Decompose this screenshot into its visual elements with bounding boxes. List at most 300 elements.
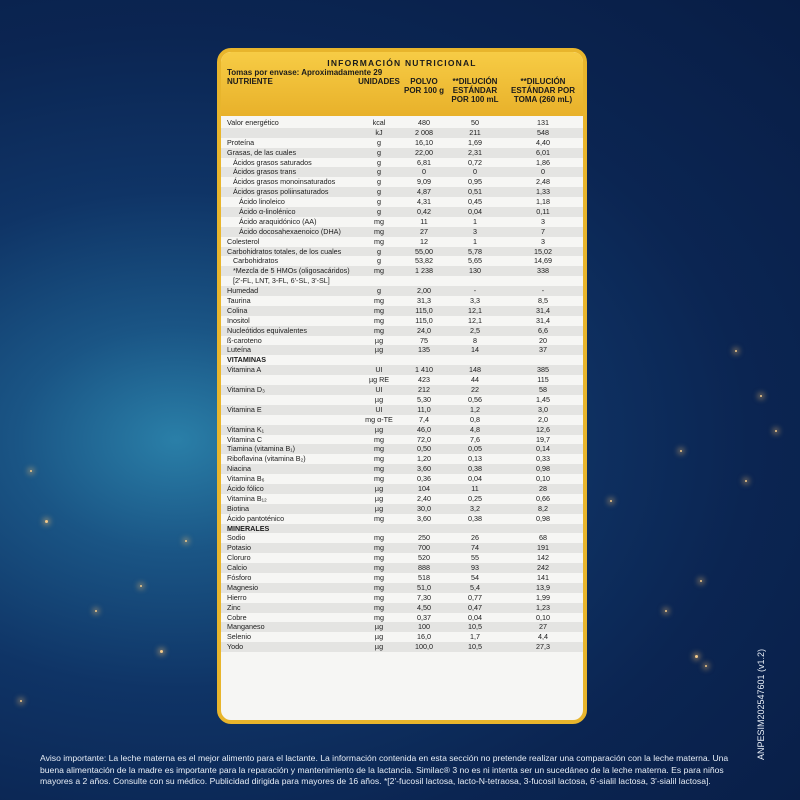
disclaimer-text: Aviso importante: La leche materna es el mejor alimento para el lactante. La información contenida en esta sección no pretende realizar una comparación con la leche materna. Una buena alimentación de la madre es importante para la reparación y mantenimiento de la lactancia. Similac® 3 no es ni intenta ser un sucedáneo de la leche materna. Es para niños mayores a 2 años. Consulte con su médico. Publicidad dirigida para mayores de 16 años. *[2'-fucosil lactosa, lacto-N-tetraosa, 3-fucosil lactosa, 6'-sialil lactosa, 3'-sialil lactosa]. bbox=[40, 753, 729, 786]
nutrient-cell: Taurina bbox=[227, 296, 251, 306]
servings-text: Tomas por envase: Aproximadamente 29 bbox=[227, 68, 383, 77]
unit-cell: µg bbox=[374, 632, 384, 642]
dilution-cell: 0,45 bbox=[468, 197, 482, 207]
panel-header bbox=[221, 52, 583, 116]
table-row bbox=[221, 237, 583, 247]
nutrient-cell: MINERALES bbox=[227, 523, 270, 533]
powder-cell: 700 bbox=[418, 543, 430, 553]
dilution-cell: 2,31 bbox=[468, 147, 482, 157]
nutrient-cell: Yodo bbox=[227, 642, 244, 652]
powder-cell: 6,81 bbox=[417, 157, 431, 167]
dilution-cell: 4,8 bbox=[470, 424, 480, 434]
nutrient-cell: Vitamina A bbox=[227, 365, 262, 375]
star-dot bbox=[140, 585, 142, 587]
table-row bbox=[221, 504, 583, 514]
nutrient-cell: Hierro bbox=[227, 592, 247, 602]
unit-cell: µg bbox=[374, 493, 384, 503]
dilution-cell: 0,47 bbox=[468, 602, 482, 612]
powder-cell: 888 bbox=[418, 563, 430, 573]
serving-cell: 0,98 bbox=[536, 464, 550, 474]
serving-cell: 68 bbox=[539, 533, 547, 543]
serving-cell: 338 bbox=[537, 266, 549, 276]
powder-cell: 104 bbox=[418, 483, 430, 493]
table-row bbox=[221, 494, 583, 504]
table-row bbox=[221, 266, 583, 276]
serving-cell: 58 bbox=[539, 385, 547, 395]
serving-cell: 548 bbox=[537, 127, 549, 137]
powder-cell: 31,3 bbox=[417, 296, 431, 306]
nutrient-cell: Zinc bbox=[227, 602, 241, 612]
unit-cell: mg bbox=[374, 226, 384, 236]
powder-cell: 1 410 bbox=[415, 365, 433, 375]
dilution-cell: 148 bbox=[469, 365, 481, 375]
table-row bbox=[221, 395, 583, 405]
nutrient-cell: ß-caroteno bbox=[227, 335, 262, 345]
serving-cell: 1,18 bbox=[536, 197, 550, 207]
table-row bbox=[221, 573, 583, 583]
unit-cell: µg RE bbox=[368, 375, 390, 385]
powder-cell: 0,50 bbox=[417, 444, 431, 454]
unit-cell: mg bbox=[374, 315, 384, 325]
unit-cell: g bbox=[377, 286, 381, 296]
table-row bbox=[221, 435, 583, 445]
powder-cell: 1,20 bbox=[417, 454, 431, 464]
star-dot bbox=[610, 500, 612, 502]
unit-cell: µg bbox=[374, 642, 384, 652]
nutrient-cell: Grasas, de las cuales bbox=[227, 147, 297, 157]
dilution-cell: 130 bbox=[469, 266, 481, 276]
powder-cell: 51,0 bbox=[417, 582, 431, 592]
serving-cell: 28 bbox=[539, 483, 547, 493]
nutrient-cell: Ácido araquidónico (AA) bbox=[227, 216, 317, 226]
document-code: ANPESIM202547601 (v1.2) bbox=[756, 648, 766, 760]
dilution-cell: 0,51 bbox=[468, 187, 482, 197]
serving-cell: 27,3 bbox=[536, 642, 550, 652]
unit-cell: mg bbox=[374, 572, 384, 582]
unit-cell: µg bbox=[374, 424, 384, 434]
powder-cell: 115,0 bbox=[415, 305, 433, 315]
powder-cell: 212 bbox=[418, 385, 430, 395]
dilution-cell: 10,5 bbox=[468, 642, 482, 652]
serving-cell: 12,6 bbox=[536, 424, 550, 434]
serving-cell: 0,98 bbox=[536, 513, 550, 523]
dilution-cell: 3,3 bbox=[470, 296, 480, 306]
table-row bbox=[221, 474, 583, 484]
nutrient-cell: Vitamina C bbox=[227, 434, 263, 444]
powder-cell: 4,31 bbox=[417, 197, 431, 207]
unit-cell: mg bbox=[374, 296, 384, 306]
unit-cell: mg bbox=[374, 592, 384, 602]
dilution-cell: 74 bbox=[471, 543, 479, 553]
serving-cell: 31,4 bbox=[536, 305, 550, 315]
nutrient-cell: Humedad bbox=[227, 286, 259, 296]
table-row bbox=[221, 613, 583, 623]
nutrient-cell: VITAMINAS bbox=[227, 355, 266, 365]
table-row bbox=[221, 286, 583, 296]
unit-cell: mg bbox=[374, 602, 384, 612]
serving-cell: 0,10 bbox=[536, 612, 550, 622]
unit-cell: µg bbox=[374, 394, 384, 404]
nutrient-cell: Selenio bbox=[227, 632, 251, 642]
dilution-cell: 55 bbox=[471, 553, 479, 563]
dilution-cell: 10,5 bbox=[468, 622, 482, 632]
dilution-cell: 54 bbox=[471, 572, 479, 582]
serving-cell: 3 bbox=[541, 216, 545, 226]
table-row bbox=[221, 543, 583, 553]
serving-cell: 0 bbox=[541, 167, 545, 177]
nutrient-cell: Cobre bbox=[227, 612, 247, 622]
powder-cell: 55,00 bbox=[415, 246, 433, 256]
serving-cell: 1,86 bbox=[536, 157, 550, 167]
nutrient-cell: Valor energético bbox=[227, 118, 279, 127]
table-row bbox=[221, 207, 583, 217]
serving-cell: 191 bbox=[537, 543, 549, 553]
dilution-cell: 0,56 bbox=[468, 394, 482, 404]
dilution-cell: 5,78 bbox=[468, 246, 482, 256]
dilution-cell: 22 bbox=[471, 385, 479, 395]
serving-cell: 15,02 bbox=[534, 246, 552, 256]
unit-cell: mg bbox=[374, 216, 384, 226]
unit-cell: g bbox=[377, 147, 381, 157]
nutrient-cell: Vitamina K₁ bbox=[227, 424, 265, 434]
serving-cell: 27 bbox=[539, 622, 547, 632]
dilution-cell: 0,95 bbox=[468, 177, 482, 187]
powder-cell: 30,0 bbox=[417, 503, 431, 513]
unit-cell: mg bbox=[374, 612, 384, 622]
unit-cell: mg bbox=[374, 563, 384, 573]
nutrient-cell: Calcio bbox=[227, 563, 247, 573]
dilution-cell: 0,04 bbox=[468, 612, 482, 622]
serving-cell: 385 bbox=[537, 365, 549, 375]
nutrient-cell: Ácidos grasos poliinsaturados bbox=[227, 187, 329, 197]
star-dot bbox=[30, 470, 32, 472]
serving-cell: 31,4 bbox=[536, 315, 550, 325]
serving-cell: 142 bbox=[537, 553, 549, 563]
dilution-cell: 7,6 bbox=[470, 434, 480, 444]
unit-cell: mg bbox=[374, 236, 384, 246]
unit-cell: µg bbox=[374, 503, 384, 513]
nutrient-cell: Manganeso bbox=[227, 622, 265, 632]
unit-cell: g bbox=[377, 177, 381, 187]
nutrient-cell: Cloruro bbox=[227, 553, 251, 563]
nutrient-cell: Ácidos grasos monoinsaturados bbox=[227, 177, 336, 187]
table-row bbox=[221, 642, 583, 652]
serving-cell: 14,69 bbox=[534, 256, 552, 266]
star-dot bbox=[185, 540, 187, 542]
powder-cell: 100,0 bbox=[415, 642, 433, 652]
nutrient-cell: *Mezcla de 5 HMOs (oligosacáridos) bbox=[227, 266, 350, 276]
serving-cell: 0,10 bbox=[536, 474, 550, 484]
dilution-cell: 93 bbox=[471, 563, 479, 573]
dilution-cell: 0,04 bbox=[468, 207, 482, 217]
serving-cell: 7 bbox=[541, 226, 545, 236]
table-row bbox=[221, 167, 583, 177]
dilution-cell: 1 bbox=[473, 216, 477, 226]
dilution-cell: 5,65 bbox=[468, 256, 482, 266]
panel-title: INFORMACIÓN NUTRICIONAL bbox=[327, 58, 477, 68]
serving-cell: 20 bbox=[539, 335, 547, 345]
dilution-cell: 3 bbox=[473, 226, 477, 236]
nutrient-cell: Nucleótidos equivalentes bbox=[227, 325, 307, 335]
powder-cell: 24,0 bbox=[417, 325, 431, 335]
nutrient-cell: Ácidos grasos trans bbox=[227, 167, 297, 177]
unit-cell: g bbox=[377, 246, 381, 256]
serving-cell: 19,7 bbox=[536, 434, 550, 444]
serving-cell: 2,0 bbox=[538, 414, 548, 424]
powder-cell: 0,37 bbox=[417, 612, 431, 622]
powder-cell: 7,4 bbox=[419, 414, 429, 424]
unit-cell: µg bbox=[374, 483, 384, 493]
nutrient-cell: [2'-FL, LNT, 3-FL, 6'-SL, 3'-SL] bbox=[227, 276, 330, 286]
nutrient-cell: Tiamina (vitamina B₁) bbox=[227, 444, 296, 454]
nutrient-cell: Luteína bbox=[227, 345, 251, 355]
dilution-cell: 0,38 bbox=[468, 513, 482, 523]
serving-cell: 0,14 bbox=[536, 444, 550, 454]
serving-cell: 0,33 bbox=[536, 454, 550, 464]
nutrient-cell: Fósforo bbox=[227, 572, 252, 582]
table-row bbox=[221, 563, 583, 573]
unit-cell: mg bbox=[374, 464, 384, 474]
dilution-cell: 0,8 bbox=[470, 414, 480, 424]
serving-cell: 131 bbox=[537, 118, 549, 127]
nutrient-cell: Riboflavina (vitamina B₂) bbox=[227, 454, 306, 464]
col-header-serving: **DILUCIÓN ESTÁNDAR POR TOMA (260 mL) bbox=[510, 77, 575, 104]
nutrient-cell: Ácido fólico bbox=[227, 483, 264, 493]
serving-cell: 1,99 bbox=[536, 592, 550, 602]
nutrient-cell: Carbohidratos bbox=[227, 256, 279, 266]
powder-cell: 5,30 bbox=[417, 394, 431, 404]
dilution-cell: 26 bbox=[471, 533, 479, 543]
serving-cell: 141 bbox=[537, 572, 549, 582]
star-dot bbox=[745, 480, 747, 482]
dilution-cell: 0,72 bbox=[468, 157, 482, 167]
powder-cell: 53,82 bbox=[415, 256, 433, 266]
unit-cell: mg bbox=[374, 434, 384, 444]
table-row bbox=[221, 405, 583, 415]
nutrition-panel bbox=[217, 48, 587, 724]
unit-cell: mg bbox=[374, 582, 384, 592]
serving-cell: - bbox=[541, 286, 545, 296]
powder-cell: 0,36 bbox=[417, 474, 431, 484]
serving-cell: 1,33 bbox=[536, 187, 550, 197]
table-row bbox=[221, 632, 583, 642]
dilution-cell: 1,69 bbox=[468, 137, 482, 147]
unit-cell: UI bbox=[375, 365, 383, 375]
unit-cell: mg bbox=[374, 553, 384, 563]
powder-cell: 72,0 bbox=[417, 434, 431, 444]
nutrient-cell: Colesterol bbox=[227, 236, 260, 246]
unit-cell: g bbox=[377, 157, 381, 167]
nutrient-cell: Vitamina B₆ bbox=[227, 474, 265, 484]
powder-cell: 518 bbox=[418, 572, 430, 582]
unit-cell: kJ bbox=[375, 127, 383, 137]
dilution-cell: 44 bbox=[471, 375, 479, 385]
powder-cell: 0,42 bbox=[417, 207, 431, 217]
serving-cell: 4,4 bbox=[538, 632, 548, 642]
nutrient-cell: Inositol bbox=[227, 315, 250, 325]
table-row bbox=[221, 345, 583, 355]
dilution-cell: 50 bbox=[471, 118, 479, 127]
table-row bbox=[221, 197, 583, 207]
dilution-cell: 8 bbox=[473, 335, 477, 345]
dilution-cell: 1,2 bbox=[470, 404, 480, 414]
serving-cell: 0,11 bbox=[536, 207, 550, 217]
powder-cell: 100 bbox=[418, 622, 430, 632]
star-dot bbox=[775, 430, 777, 432]
nutrient-cell: Magnesio bbox=[227, 582, 259, 592]
unit-cell: mg bbox=[374, 305, 384, 315]
col-header-nutrient: NUTRIENTE bbox=[227, 77, 273, 86]
table-row bbox=[221, 187, 583, 197]
nutrient-cell: Vitamina E bbox=[227, 404, 262, 414]
unit-cell: g bbox=[377, 197, 381, 207]
table-row bbox=[221, 583, 583, 593]
unit-cell: g bbox=[377, 167, 381, 177]
powder-cell: 250 bbox=[418, 533, 430, 543]
table-row bbox=[221, 128, 583, 138]
powder-cell: 520 bbox=[418, 553, 430, 563]
table-row bbox=[221, 148, 583, 158]
table-row bbox=[221, 326, 583, 336]
table-row bbox=[221, 622, 583, 632]
table-row bbox=[221, 464, 583, 474]
col-header-units: UNIDADES bbox=[358, 77, 400, 86]
unit-cell: g bbox=[377, 256, 381, 266]
dilution-cell: 0,77 bbox=[468, 592, 482, 602]
table-row bbox=[221, 296, 583, 306]
powder-cell: 11,0 bbox=[417, 404, 431, 414]
table-row bbox=[221, 306, 583, 316]
unit-cell: g bbox=[377, 207, 381, 217]
nutrient-cell: Ácido linoleico bbox=[227, 197, 285, 207]
dilution-cell: 12,1 bbox=[468, 315, 482, 325]
table-row bbox=[221, 454, 583, 464]
dilution-cell: 0 bbox=[473, 167, 477, 177]
table-row bbox=[221, 593, 583, 603]
unit-cell: mg bbox=[374, 513, 384, 523]
nutrient-cell: Niacina bbox=[227, 464, 251, 474]
serving-cell: 3,0 bbox=[538, 404, 548, 414]
table-row bbox=[221, 247, 583, 257]
serving-cell: 13,9 bbox=[536, 582, 550, 592]
table-row bbox=[221, 425, 583, 435]
powder-cell: 115,0 bbox=[415, 315, 433, 325]
unit-cell: µg bbox=[374, 335, 384, 345]
powder-cell: 3,60 bbox=[417, 464, 431, 474]
dilution-cell: 12,1 bbox=[468, 305, 482, 315]
dilution-cell: 211 bbox=[469, 127, 481, 137]
serving-cell: 6,01 bbox=[536, 147, 550, 157]
powder-cell: 12 bbox=[420, 236, 428, 246]
powder-cell: 423 bbox=[418, 375, 430, 385]
serving-cell: 242 bbox=[537, 563, 549, 573]
unit-cell: mg bbox=[374, 444, 384, 454]
powder-cell: 11 bbox=[420, 216, 428, 226]
powder-cell: 2,00 bbox=[417, 286, 431, 296]
dilution-cell: 11 bbox=[471, 483, 479, 493]
serving-cell: 3 bbox=[541, 236, 545, 246]
powder-cell: 9,09 bbox=[417, 177, 431, 187]
table-row bbox=[221, 316, 583, 326]
dilution-cell: 5,4 bbox=[470, 582, 480, 592]
dilution-cell: 14 bbox=[471, 345, 479, 355]
table-row bbox=[221, 533, 583, 543]
nutrient-cell: Ácidos grasos saturados bbox=[227, 157, 312, 167]
table-row bbox=[221, 603, 583, 613]
star-dot bbox=[160, 650, 163, 653]
star-dot bbox=[705, 665, 707, 667]
table-row bbox=[221, 256, 583, 266]
table-row bbox=[221, 138, 583, 148]
unit-cell: mg bbox=[374, 266, 384, 276]
table-row bbox=[221, 336, 583, 346]
table-row bbox=[221, 514, 583, 524]
serving-cell: 8,5 bbox=[538, 296, 548, 306]
unit-cell: mg bbox=[374, 474, 384, 484]
nutrient-cell: Carbohidratos totales, de los cuales bbox=[227, 246, 342, 256]
powder-cell: 7,30 bbox=[417, 592, 431, 602]
table-row bbox=[221, 415, 583, 425]
star-dot bbox=[695, 655, 698, 658]
powder-cell: 1 238 bbox=[415, 266, 433, 276]
serving-cell: 2,48 bbox=[536, 177, 550, 187]
nutrient-cell: Sodio bbox=[227, 533, 246, 543]
dilution-cell: - bbox=[473, 286, 477, 296]
powder-cell: 0 bbox=[422, 167, 426, 177]
powder-cell: 46,0 bbox=[417, 424, 431, 434]
star-dot bbox=[760, 395, 762, 397]
star-dot bbox=[700, 580, 702, 582]
powder-cell: 75 bbox=[420, 335, 428, 345]
nutrient-cell: Ácido docosahexaenoico (DHA) bbox=[227, 226, 341, 236]
star-dot bbox=[735, 350, 737, 352]
unit-cell: µg bbox=[374, 622, 384, 632]
table-row bbox=[221, 524, 583, 534]
nutrient-cell: Ácido α-linolénico bbox=[227, 207, 296, 217]
nutrient-cell: Potasio bbox=[227, 543, 251, 553]
powder-cell: 2,40 bbox=[417, 493, 431, 503]
table-row bbox=[221, 217, 583, 227]
table-row bbox=[221, 276, 583, 286]
dilution-cell: 0,13 bbox=[468, 454, 482, 464]
unit-cell: mg bbox=[374, 533, 384, 543]
serving-cell: 8,2 bbox=[538, 503, 548, 513]
serving-cell: 1,45 bbox=[536, 394, 550, 404]
star-dot bbox=[45, 520, 48, 523]
star-dot bbox=[665, 610, 667, 612]
powder-cell: 4,50 bbox=[417, 602, 431, 612]
table-row bbox=[221, 118, 583, 128]
powder-cell: 2 008 bbox=[415, 127, 433, 137]
dilution-cell: 0,38 bbox=[468, 464, 482, 474]
dilution-cell: 0,04 bbox=[468, 474, 482, 484]
unit-cell: µg bbox=[374, 345, 384, 355]
powder-cell: 4,87 bbox=[417, 187, 431, 197]
unit-cell: kcal bbox=[372, 118, 386, 127]
table-row bbox=[221, 365, 583, 375]
nutrition-rows bbox=[221, 116, 583, 652]
table-row bbox=[221, 375, 583, 385]
nutrient-cell: Vitamina B₁₂ bbox=[227, 493, 267, 503]
serving-cell: 37 bbox=[539, 345, 547, 355]
table-row bbox=[221, 385, 583, 395]
powder-cell: 480 bbox=[418, 118, 430, 127]
dilution-cell: 1 bbox=[473, 236, 477, 246]
nutrient-cell: Ácido pantoténico bbox=[227, 513, 285, 523]
unit-cell: mg bbox=[374, 325, 384, 335]
nutrient-cell: Vitamina D₃ bbox=[227, 385, 265, 395]
table-row bbox=[221, 484, 583, 494]
